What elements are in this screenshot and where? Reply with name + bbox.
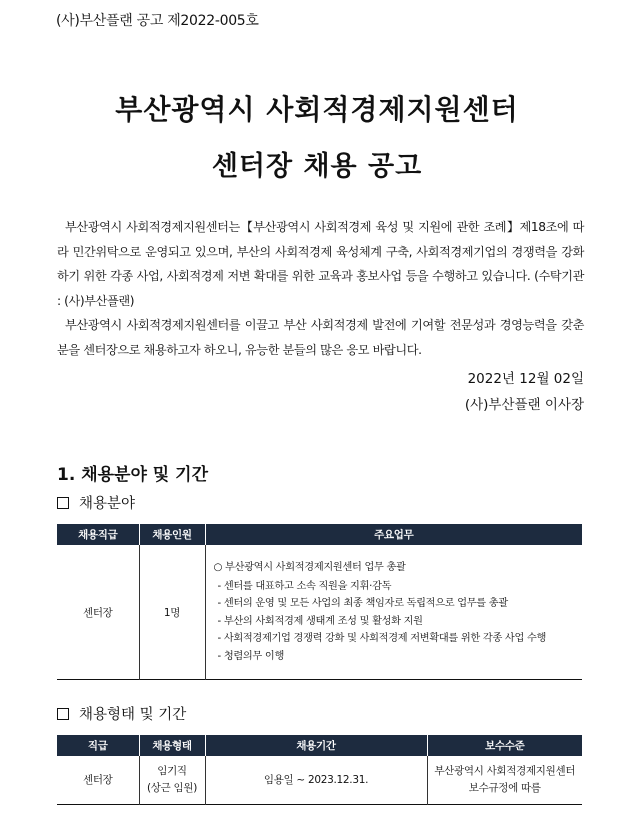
intro-paragraph-1: 부산광역시 사회적경제지원센터는【부산광역시 사회적경제 육성 및 지원에 관한 조례】제18조에 따라 민간위탁으로 운영되고 있으며, 부산의 사회적경제 육성체계 구축, 사회적경제기업의 경쟁력을 강화하기 위한 각종 사업, 사회적경제 저변 확대를 위한 교육과 홍보사업 등을 수행하고 있습니다. (수탁기관 : (사)부산플랜) bbox=[57, 220, 584, 308]
pay-level-line: 보수규정에 따름 bbox=[468, 782, 541, 794]
column-header: 보수수준 bbox=[427, 735, 582, 756]
column-header: 채용형태 bbox=[139, 735, 205, 756]
table-header-row bbox=[57, 735, 582, 756]
position-cell: 센터장 bbox=[82, 606, 113, 619]
headcount-cell: 1명 bbox=[139, 545, 205, 680]
subsection-employment-type bbox=[57, 703, 186, 724]
duty-item: - 청렴의무 이행 bbox=[217, 650, 284, 662]
employment-type-table bbox=[57, 735, 582, 805]
duty-item: - 사회적경제기업 경쟁력 강화 및 사회적경제 저변확대를 위한 각종 사업 수행 bbox=[217, 633, 547, 644]
duties-lead: ○ 부산광역시 사회적경제지원센터 업무 총괄 bbox=[213, 562, 406, 573]
recruitment-field-table bbox=[57, 524, 582, 680]
subsection-label: 채용분야 bbox=[79, 496, 136, 512]
table-row bbox=[57, 545, 582, 680]
column-header: 직급 bbox=[57, 735, 139, 756]
column-header: 주요업무 bbox=[205, 524, 582, 545]
table-row bbox=[57, 756, 582, 805]
table-header-row bbox=[57, 524, 582, 545]
employment-type-line: (상근 임원) bbox=[146, 782, 197, 794]
checkbox-square-icon bbox=[57, 497, 69, 509]
page-subtitle: 센터장 채용 공고 bbox=[211, 151, 423, 182]
duty-item: - 센터의 운영 및 모든 사업의 최종 책임자로 독립적으로 업무를 총괄 bbox=[217, 598, 508, 609]
pay-level-cell bbox=[427, 756, 582, 805]
notice-number: (사)부산플랜 공고 제2022-005호 bbox=[56, 13, 259, 29]
intro-paragraph-2: 부산광역시 사회적경제지원센터를 이끌고 부산 사회적경제 발전에 기여할 전문성과 경영능력을 갖춘 분을 센터장으로 채용하고자 하오니, 유능한 분들의 많은 응모 바랍니다. bbox=[57, 318, 584, 357]
duty-item: - 센터를 대표하고 소속 직원을 지휘·감독 bbox=[217, 580, 392, 592]
duty-item: - 부산의 사회적경제 생태계 조성 및 활성화 지원 bbox=[217, 615, 423, 627]
employment-type-cell bbox=[139, 756, 205, 805]
section-heading: 1. 채용분야 및 기간 bbox=[57, 465, 208, 485]
pay-level-line: 부산광역시 사회적경제지원센터 bbox=[434, 765, 576, 777]
duties-cell bbox=[205, 545, 582, 680]
page-title: 부산광역시 사회적경제지원센터 bbox=[115, 93, 519, 126]
column-header: 채용직급 bbox=[57, 524, 139, 545]
subsection-recruitment-field bbox=[57, 492, 135, 513]
employment-period-cell: 임용일 ~ 2023.12.31. bbox=[205, 756, 427, 805]
checkbox-square-icon bbox=[57, 708, 69, 720]
employment-type-line: 임기직 bbox=[157, 765, 187, 777]
column-header: 채용인원 bbox=[139, 524, 205, 545]
subsection-label: 채용형태 및 기간 bbox=[79, 707, 187, 723]
signer: (사)부산플랜 이사장 bbox=[464, 397, 584, 413]
column-header: 채용기간 bbox=[205, 735, 427, 756]
position-cell: 센터장 bbox=[82, 773, 113, 786]
notice-date: 2022년 12월 02일 bbox=[467, 371, 584, 387]
